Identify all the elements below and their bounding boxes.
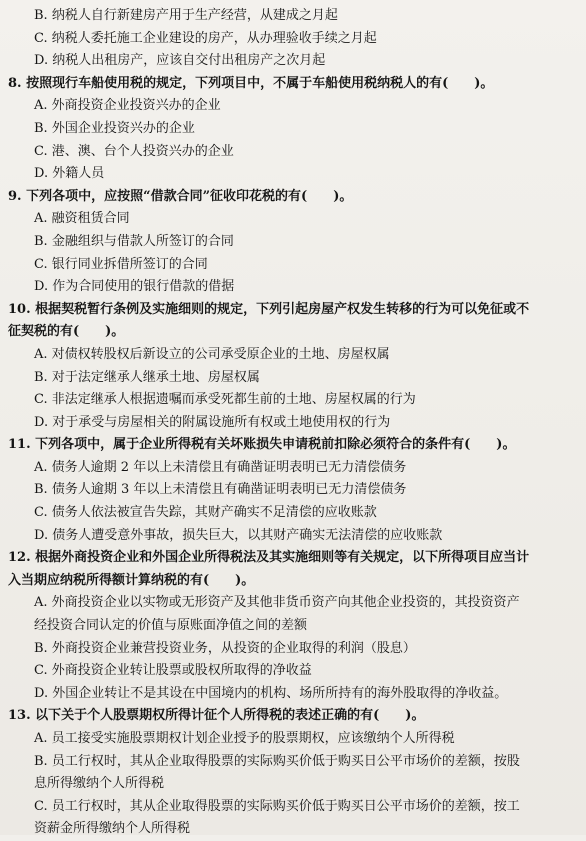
q10-stem-line2: 征契税的有( )。 bbox=[8, 324, 125, 340]
q13-option-a: A. 员工接受实施股票期权计划企业授予的股票期权，应该缴纳个人所得税 bbox=[34, 731, 455, 746]
q12-option-b: B. 外商投资企业兼营投资业务，从投资的企业取得的利润（股息） bbox=[34, 640, 416, 656]
q8-option-c: C. 港、澳、台个人投资兴办的企业 bbox=[34, 143, 234, 159]
q11-stem: 11. 下列各项中，属于企业所得税有关坏账损失申请税前扣除必须符合的条件有( )。 bbox=[8, 437, 516, 453]
q9-option-d: D. 作为合同使用的银行借款的借据 bbox=[34, 279, 235, 295]
q12-option-c: C. 外商投资企业转让股票或股权所取得的净收益 bbox=[34, 663, 312, 679]
q8-option-b: B. 外国企业投资兴办的企业 bbox=[34, 120, 195, 136]
q8-option-d: D. 外籍人员 bbox=[34, 166, 105, 182]
q12-stem-line2: 入当期应纳税所得额计算纳税的有( )。 bbox=[8, 572, 255, 588]
q10-option-b: B. 对于法定继承人继承土地、房屋权属 bbox=[34, 369, 260, 385]
q10-option-a: A. 对债权转股权后新设立的公司承受原企业的土地、房屋权属 bbox=[34, 346, 390, 362]
q13-option-c-line2: 资薪金所得缴纳个人所得税 bbox=[34, 821, 191, 837]
q11-option-b: B. 债务人逾期 3 年以上未清偿且有确凿证明表明已无力清偿债务 bbox=[34, 482, 407, 498]
q13-option-b-line1: B. 员工行权时，其从企业取得股票的实际购买价低于购买日公平市场价的差额，按股 bbox=[34, 753, 520, 769]
q10-option-c: C. 非法定继承人根据遗嘱而承受死都生前的土地、房屋权属的行为 bbox=[34, 392, 416, 408]
q12-option-a-line2: 经投资合同认定的价值与原账面净值之间的差额 bbox=[34, 618, 308, 634]
q13-stem: 13. 以下关于个人股票期权所得计征个人所得税的表述正确的有( )。 bbox=[8, 708, 425, 724]
q9-option-a: A. 融资租赁合同 bbox=[34, 211, 130, 227]
q7-option-d: D. 纳税人出租房产，应该自交付出租房产之次月起 bbox=[34, 53, 326, 69]
q11-option-a: A. 债务人逾期 2 年以上未清偿且有确凿证明表明已无力清偿债务 bbox=[34, 459, 407, 475]
q7-option-b: B. 纳税人自行新建房产用于生产经营，从建成之月起 bbox=[34, 8, 338, 23]
q8-option-a: A. 外商投资企业投资兴办的企业 bbox=[34, 98, 221, 114]
q8-stem: 8. 按照现行车船使用税的规定，下列项目中，不属于车船使用税纳税人的有( )。 bbox=[8, 75, 494, 91]
q9-stem: 9. 下列各项中，应按照“借款合同”征收印花税的有( )。 bbox=[8, 188, 353, 204]
q13-option-c-line1: C. 员工行权时，其从企业取得股票的实际购买价低于购买日公平市场价的差额，按工 bbox=[34, 798, 520, 814]
q10-stem-line1: 10. 根据契税暂行条例及实施细则的规定，下列引起房屋产权发生转移的行为可以免征或不 bbox=[8, 301, 530, 317]
q13-option-b-line2: 息所得缴纳个人所得税 bbox=[34, 776, 165, 792]
q7-option-c: C. 纳税人委托施工企业建设的房产，从办理验收手续之月起 bbox=[34, 30, 377, 46]
q11-option-c: C. 债务人依法被宣告失踪，其财产确实不足清偿的应收账款 bbox=[34, 505, 377, 521]
q12-option-d: D. 外国企业转让不是其设在中国境内的机构、场所所持有的海外股取得的净收益。 bbox=[34, 685, 508, 701]
q12-option-a-line1: A. 外商投资企业以实物或无形资产及其他非货币资产向其他企业投资的，其投资资产 bbox=[34, 595, 520, 611]
q10-option-d: D. 对于承受与房屋相关的附属设施所有权或土地使用权的行为 bbox=[34, 414, 391, 430]
q9-option-b: B. 金融组织与借款人所签订的合同 bbox=[34, 233, 234, 249]
q12-stem-line1: 12. 根据外商投资企业和外国企业所得税法及其实施细则等有关规定，以下所得项目应当计 bbox=[8, 550, 530, 566]
q11-option-d: D. 债务人遭受意外事故，损失巨大，以其财产确实无法清偿的应收账款 bbox=[34, 527, 443, 543]
q9-option-c: C. 银行同业拆借所签订的合同 bbox=[34, 256, 208, 272]
